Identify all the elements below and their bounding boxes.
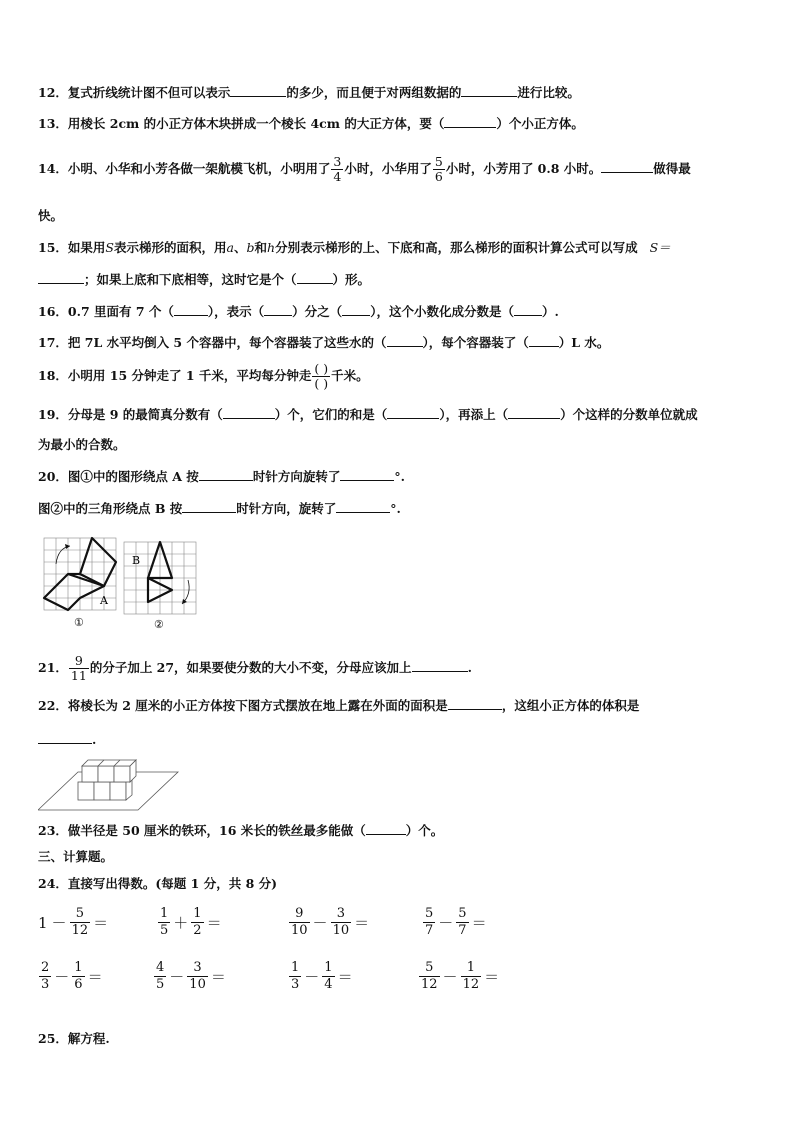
var-b: b xyxy=(246,240,255,255)
q16-text-1: 16．0.7 里面有 7 个（ xyxy=(38,304,174,319)
q20-text-4: 图②中的三角形绕点 B 按 xyxy=(38,501,183,516)
q13-text-2: ）个小正方体。 xyxy=(496,116,584,131)
question-22-cont xyxy=(38,731,96,748)
q23-text-2: ）个。 xyxy=(405,823,444,838)
q14-text-2: 小时，小华用了 xyxy=(344,161,432,176)
answer-blank[interactable] xyxy=(412,659,468,672)
question-20 xyxy=(38,468,405,485)
question-14-cont xyxy=(38,208,63,224)
question-17 xyxy=(38,334,609,351)
fraction: $\frac{9}{11}$ xyxy=(70,653,87,683)
q15-text-5: 分别表示梯形的上、下底和高，那么梯形的面积计算公式可以写成 xyxy=(275,240,638,255)
q14-text-3: 小时，小芳用了 0.8 小时。 xyxy=(445,161,602,176)
formula-start: S＝ xyxy=(649,240,671,255)
q18-text-2: 千米。 xyxy=(331,368,369,383)
question-20-b xyxy=(38,500,401,517)
answer-blank[interactable] xyxy=(223,406,275,419)
question-15-cont xyxy=(38,271,370,288)
q20-text-5: 时针方向，旋转了 xyxy=(236,501,337,516)
q20-text-6: °. xyxy=(390,501,401,516)
calc-item: $\frac{1}{3}$ － $\frac{1}{4}$ ＝ xyxy=(291,960,353,992)
question-14 xyxy=(38,152,691,186)
answer-blank[interactable] xyxy=(336,500,390,513)
q21-text-1: 的分子加上 27，如果要使分数的大小不变，分母应该加上 xyxy=(89,660,412,675)
answer-blank[interactable] xyxy=(340,468,394,481)
answer-blank[interactable] xyxy=(508,406,560,419)
question-19 xyxy=(38,406,698,423)
answer-blank[interactable] xyxy=(461,84,517,97)
calc-item: $\frac{5}{7}$ － $\frac{5}{7}$ ＝ xyxy=(425,906,487,938)
q12-text-1: 12．复式折线统计图不但可以表示 xyxy=(38,85,231,100)
q19-text-4: ）个这样的分数单位就成 xyxy=(560,407,698,422)
q16-text-5: ）. xyxy=(541,304,559,319)
answer-blank[interactable] xyxy=(297,271,333,284)
q22-text-2: ，这组小正方体的体积是 xyxy=(501,698,640,713)
q21-text-2: . xyxy=(467,660,472,675)
answer-blank[interactable] xyxy=(387,406,439,419)
q15-text-7: ）形。 xyxy=(332,272,371,287)
section-heading: 三、计算题。 xyxy=(38,849,114,864)
q23-text-1: 23．做半径是 50 厘米的铁环，16 米长的铁丝最多能做（ xyxy=(38,823,366,838)
answer-blank[interactable] xyxy=(174,303,208,316)
figure-2-caption: ② xyxy=(154,618,164,630)
point-b-label: B xyxy=(132,554,141,567)
q22-text-3: . xyxy=(92,732,97,747)
q12-text-2: 的多少，而且便于对两组数据的 xyxy=(286,85,462,100)
question-18 xyxy=(38,359,369,393)
var-S: S xyxy=(105,240,114,255)
answer-blank[interactable] xyxy=(387,334,423,347)
fraction: $\frac{5}{6}$ xyxy=(434,154,443,184)
calc-item: $\frac{2}{3}$ － $\frac{1}{6}$ ＝ xyxy=(41,960,103,992)
q12-text-3: 进行比较。 xyxy=(517,85,580,100)
q15-text-4: 和 xyxy=(254,240,267,255)
question-25: 25．解方程. xyxy=(38,1031,110,1046)
question-24: 24．直接写出得数。(每题 1 分，共 8 分) xyxy=(38,876,278,891)
answer-blank[interactable] xyxy=(38,271,84,284)
arrowhead-icon xyxy=(182,599,187,604)
q15-text-3: 、 xyxy=(233,240,247,255)
q20-text-2: 时针方向旋转了 xyxy=(252,469,341,484)
answer-blank[interactable] xyxy=(38,731,92,744)
question-12 xyxy=(38,84,580,101)
answer-blank[interactable] xyxy=(366,822,406,835)
fraction: $\frac{( )}{( )}$ xyxy=(314,361,329,391)
answer-blank[interactable] xyxy=(199,468,253,481)
q17-text-2: ），每个容器装了（ xyxy=(422,335,529,350)
q16-text-3: ）分之（ xyxy=(292,304,343,319)
question-21: 21． $\frac{9}{11}$ 的分子加上 27，如果要使分数的大小不变，分母应该加上 . xyxy=(38,653,472,683)
calc-item: $\frac{1}{5}$ ＋ $\frac{1}{2}$ ＝ xyxy=(160,906,222,938)
answer-blank[interactable] xyxy=(230,84,286,97)
q22-text-1: 22．将棱长为 2 厘米的小正方体按下图方式摆放在地上露在外面的面积是 xyxy=(38,698,448,713)
answer-blank[interactable] xyxy=(342,303,370,316)
question-23 xyxy=(38,822,443,839)
q19-text-3: ），再添上（ xyxy=(439,407,509,422)
q15-text-2: 表示梯形的面积，用 xyxy=(113,240,227,255)
q16-text-2: ），表示（ xyxy=(207,304,265,319)
rotation-figures xyxy=(42,534,202,630)
answer-blank[interactable] xyxy=(601,160,653,173)
calc-item: $\frac{4}{5}$ － $\frac{3}{10}$ ＝ xyxy=(156,960,226,992)
figure-1-caption: ① xyxy=(74,616,84,629)
q14-text-1: 14．小明、小华和小芳各做一架航模飞机，小明用了 xyxy=(38,161,331,176)
q18-text-1: 18．小明用 15 分钟走了 1 千米，平均每分钟走 xyxy=(38,368,312,383)
calc-item: $\frac{5}{12}$ － $\frac{1}{12}$ ＝ xyxy=(421,960,500,992)
var-a: a xyxy=(226,240,234,255)
var-h: h xyxy=(267,240,276,255)
answer-blank[interactable] xyxy=(514,303,542,316)
q20-text-1: 20．图①中的图形绕点 A 按 xyxy=(38,469,199,484)
q13-text-1: 13．用棱长 2cm 的小正方体木块拼成一个棱长 4cm 的大正方体，要（ xyxy=(38,116,445,131)
question-19-cont xyxy=(38,437,126,453)
question-15 xyxy=(38,240,671,256)
answer-blank[interactable] xyxy=(444,115,496,128)
answer-blank[interactable] xyxy=(264,303,292,316)
question-22 xyxy=(38,697,639,714)
q14-text-5: 快。 xyxy=(38,208,64,223)
calc-item: 1 － $\frac{5}{12}$ ＝ xyxy=(38,906,109,938)
q19-text-2: ）个，它们的和是（ xyxy=(274,407,388,422)
cube-stack-figure xyxy=(38,752,180,814)
q20-text-3: °. xyxy=(394,469,405,484)
point-a-label: A xyxy=(100,594,108,607)
fraction: $\frac{3}{4}$ xyxy=(333,154,342,184)
q16-text-4: ），这个小数化成分数是（ xyxy=(370,304,514,319)
q17-text-1: 17．把 7L 水平均倒入 5 个容器中，每个容器装了这些水的（ xyxy=(38,335,387,350)
question-16 xyxy=(38,303,559,320)
cubes xyxy=(78,760,136,800)
q17-text-3: ）L 水。 xyxy=(558,335,610,350)
q14-text-4: 做得最 xyxy=(653,161,691,176)
arrowhead-icon xyxy=(65,544,70,549)
q19-text-5: 为最小的合数。 xyxy=(38,437,126,452)
q19-text-1: 19．分母是 9 的最简真分数有（ xyxy=(38,407,223,422)
answer-blank[interactable] xyxy=(182,500,236,513)
answer-blank[interactable] xyxy=(529,334,559,347)
q15-text-6: ；如果上底和下底相等，这时它是个（ xyxy=(84,272,297,287)
answer-blank[interactable] xyxy=(448,697,502,710)
q15-text-1: 15．如果用 xyxy=(38,240,106,255)
question-13 xyxy=(38,115,584,132)
calc-item: $\frac{9}{10}$ － $\frac{3}{10}$ ＝ xyxy=(291,906,370,938)
